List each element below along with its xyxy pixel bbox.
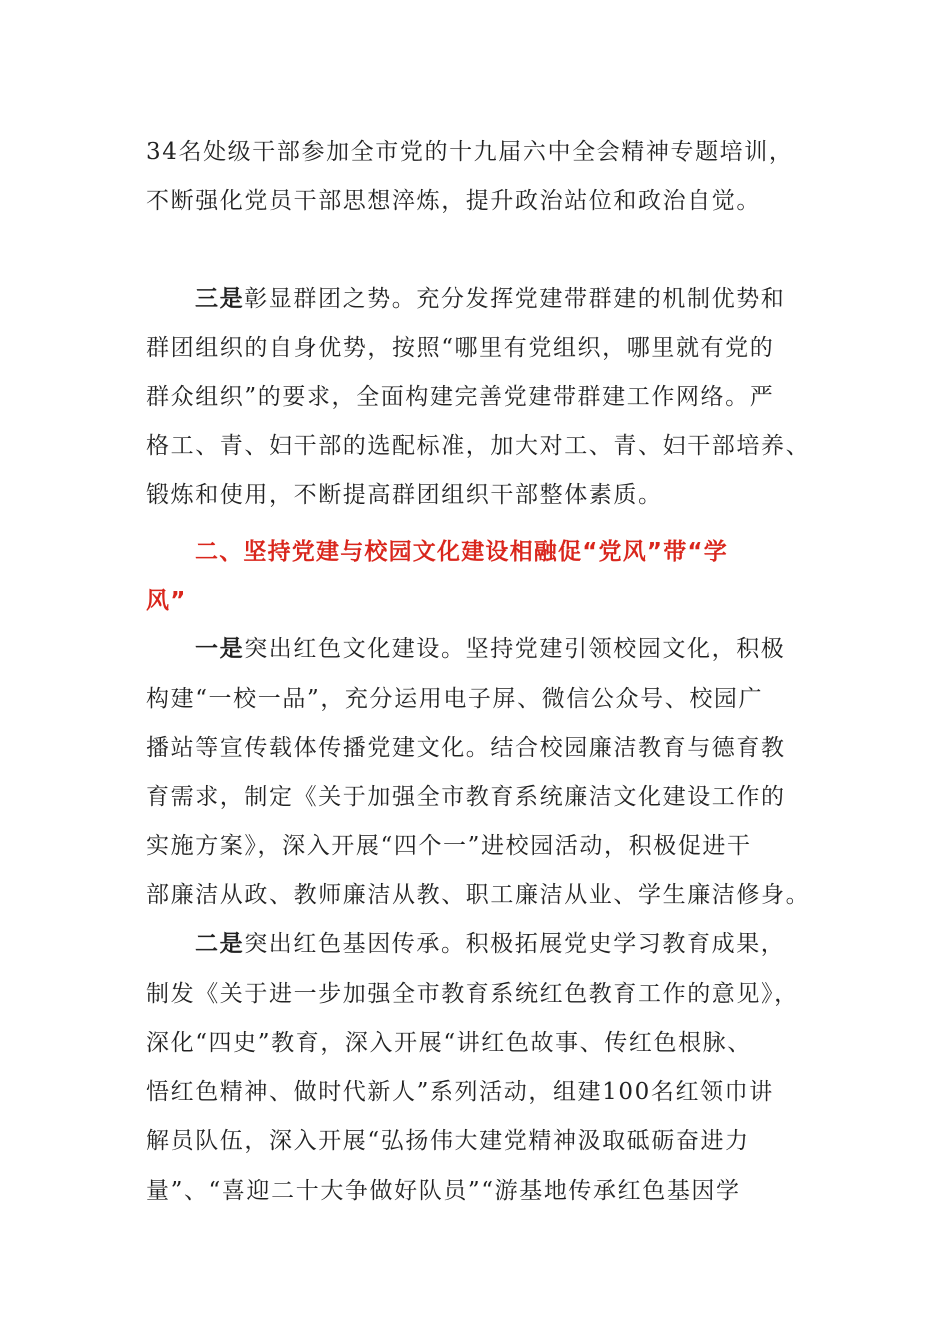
paragraph-3-line-6: 部廉洁从政、教师廉洁从教、职工廉洁从业、学生廉洁修身。 xyxy=(146,882,811,908)
paragraph-1-line-2: 不断强化党员干部思想淬炼，提升政治站位和政治自觉。 xyxy=(146,188,761,214)
paragraph-3-line-2: 构建“一校一品”，充分运用电子屏、微信公众号、校园广 xyxy=(146,686,764,712)
paragraph-2-line-3: 群众组织”的要求，全面构建完善党建带群建工作网络。严 xyxy=(146,384,775,410)
paragraph-4-line-6: 量”、“喜迎二十大争做好队员”“游基地传承红色基因学 xyxy=(146,1178,741,1204)
paragraph-4-line-2: 制发《关于进一步加强全市教育系统红色教育工作的意见》， xyxy=(146,981,799,1007)
section-heading-line-1: 二、坚持党建与校园文化建设相融促“党风”带“学 xyxy=(195,539,728,565)
paragraph-2-line-4: 格工、青、妇干部的选配标准，加大对工、青、妇干部培养、 xyxy=(146,433,811,459)
paragraph-4-line-3: 深化“四史”教育，深入开展“讲红色故事、传红色根脉、 xyxy=(146,1030,752,1056)
paragraph-2-line-2: 群团组织的自身优势，按照“哪里有党组织，哪里就有党的 xyxy=(146,335,775,361)
section-heading-line-2: 风” xyxy=(146,588,187,614)
paragraph-2-lead: 三是 xyxy=(195,286,245,312)
paragraph-4-line-5: 解员队伍，深入开展“弘扬伟大建党精神汲取砥砺奋进力 xyxy=(146,1128,750,1154)
paragraph-2-first-line-text: 彰显群团之势。充分发挥党建带群建的机制优势和 xyxy=(244,286,786,312)
paragraph-3-line-4: 育需求，制定《关于加强全市教育系统廉洁文化建设工作的 xyxy=(146,784,786,810)
paragraph-4-lead: 二是 xyxy=(195,931,245,957)
paragraph-3-line-1 xyxy=(195,634,875,664)
paragraph-2-line-5: 锻炼和使用，不断提高群团组织干部整体素质。 xyxy=(146,482,663,508)
paragraph-4-line-4: 悟红色精神、做时代新人”系列活动，组建100名红领巾讲 xyxy=(146,1079,774,1105)
paragraph-3-lead: 一是 xyxy=(195,636,245,662)
paragraph-1-line-1: 34名处级干部参加全市党的十九届六中全会精神专题培训， xyxy=(146,139,794,165)
paragraph-4-line-1 xyxy=(195,929,875,959)
paragraph-3-line-3: 播站等宣传载体传播党建文化。结合校园廉洁教育与德育教 xyxy=(146,735,786,761)
paragraph-2-line-1 xyxy=(195,284,875,314)
paragraph-4-first-line-text: 突出红色基因传承。积极拓展党史学习教育成果， xyxy=(244,931,786,957)
paragraph-3-first-line-text: 突出红色文化建设。坚持党建引领校园文化，积极 xyxy=(244,636,786,662)
paragraph-3-line-5: 实施方案》，深入开展“四个一”进校园活动，积极促进干 xyxy=(146,833,752,859)
